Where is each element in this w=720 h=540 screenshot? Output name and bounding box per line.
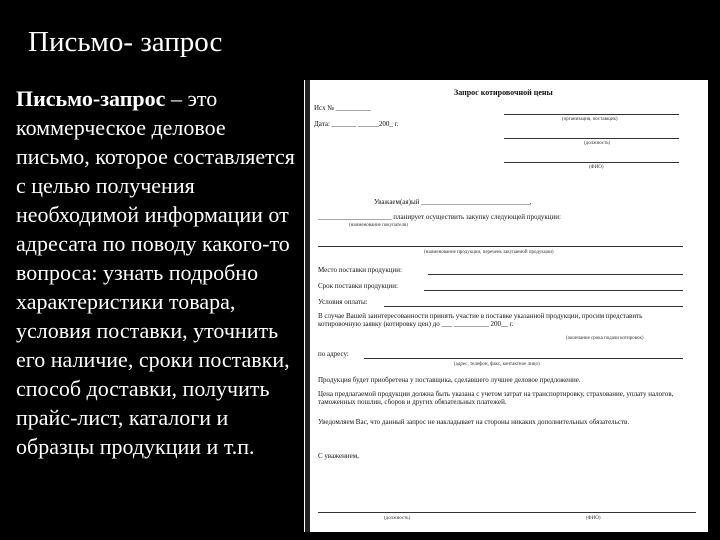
org-line-1: [504, 114, 679, 115]
document-edge-shadow: [305, 80, 310, 532]
payment-terms-label: Условия оплаты:: [318, 298, 368, 306]
deadline-caption: (окончание срока подачи котировок): [566, 336, 644, 341]
price-paragraph: Цена предлагаемой продукции должна быть указана с учетом затрат на транспортировку, страхование, уплату налогов, таможенных пошлин, сборов и других обязательных платежей.: [318, 390, 674, 406]
sign-fio-caption: (ФИО): [586, 516, 601, 521]
regards: С уважением,: [318, 452, 359, 460]
payment-terms-line: [384, 306, 683, 307]
delivery-term-label: Срок поставки продукции:: [318, 282, 398, 290]
position-line: [504, 138, 679, 139]
doc-date: Дата: _______ ______200_ г.: [314, 120, 399, 128]
definition-term: Письмо-запрос: [16, 86, 166, 111]
buyer-caption: (наименование покупателя): [349, 223, 408, 228]
definition-paragraph: [16, 84, 298, 461]
address-line: [364, 358, 683, 359]
buy-best-paragraph: Продукция будет приобретена у поставщика, сделавшего лучшее деловое предложение.: [318, 376, 581, 384]
fio-caption: (ФИО): [589, 165, 604, 170]
address-caption: (адрес, телефон, факс, контактное лицо): [454, 362, 540, 367]
org-caption: (организация, поставщик): [562, 117, 618, 122]
address-label: по адресу:: [318, 350, 349, 358]
doc-title: Запрос котировочной цены: [454, 88, 553, 97]
product-line: [318, 246, 683, 247]
position-caption: (должность): [584, 141, 611, 146]
slide-title: Письмо- запрос: [28, 26, 223, 58]
plans-line: _____________________ планирует осуществить закупку следующей продукции:: [318, 213, 561, 221]
request-paragraph: В случае Вашей заинтересованности принять участие в поставке указанной продукции, просим представить котировочную заявку (котировку цен) до ___ __________ 200__ г.: [318, 312, 643, 328]
notice-paragraph: Уведомляем Вас, что данный запрос не накладывает на стороны никаких дополнительных обязательств.: [318, 418, 630, 426]
sign-position-caption: (должность): [384, 516, 411, 521]
fio-line: [504, 162, 679, 163]
product-caption: (наименование продукции, перечень закупаемой продукции): [424, 250, 554, 255]
doc-out-number: Исх № __________: [314, 104, 371, 112]
respected-line: Уважаем(ая)ый _______________________________,: [374, 198, 532, 206]
delivery-place-label: Место поставки продукции:: [318, 266, 402, 274]
quote-request-document: [304, 80, 708, 532]
delivery-place-line: [428, 274, 683, 275]
signature-line: [318, 512, 696, 513]
definition-text: – это коммерческое деловое письмо, которое составляется с целью получения необходимой информации от адресата по поводу какого-то вопроса: узнать подробно характеристики товара, условия поставки, уточнить его наличие, сроки поставки, способ доставки, получить прайс-лист, каталоги и образцы продукции и т.п.: [16, 86, 295, 459]
delivery-term-line: [424, 290, 683, 291]
